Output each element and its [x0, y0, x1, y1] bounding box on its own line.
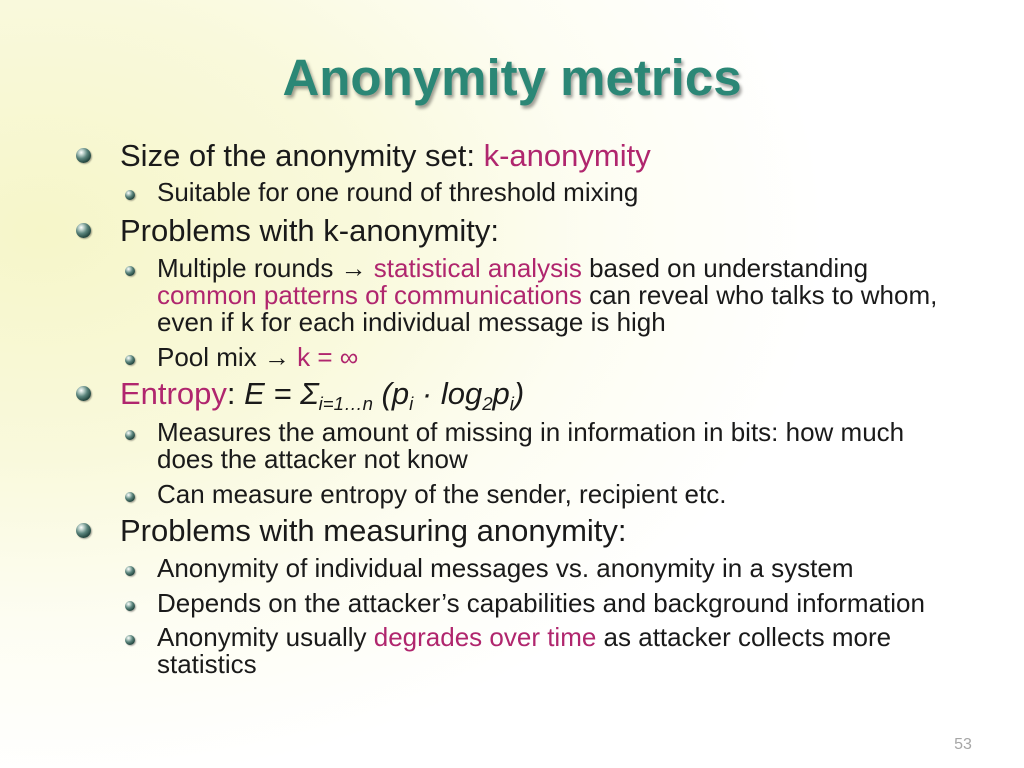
entropy-formula-part: E = Σ — [244, 376, 319, 411]
entropy-formula-part: p — [492, 376, 510, 411]
bullet-icon — [76, 523, 91, 538]
sub-bullet-text: even if k for each individual message is high — [157, 307, 666, 337]
sub-bullet-item — [157, 255, 937, 336]
sub-bullet-item — [157, 624, 891, 678]
entropy-formula-part: · log — [413, 376, 483, 411]
entropy-formula-part: (p — [372, 376, 410, 411]
entropy-formula-part: ) — [513, 376, 525, 411]
bullet-icon — [76, 223, 91, 238]
sub-bullet-item — [157, 344, 358, 371]
sub-bullet-text: does the attacker not know — [157, 444, 468, 474]
sub-bullet-icon — [125, 601, 135, 611]
bullet-text: Problems with k-anonymity: — [120, 213, 500, 248]
bullet-icon — [76, 386, 91, 401]
highlight-term: Entropy — [120, 376, 227, 411]
bullet-item-problems-k-anonymity — [120, 214, 499, 248]
bullet-item-problems-measuring — [120, 514, 627, 548]
sub-bullet-text: can reveal who talks to whom, — [581, 280, 938, 310]
highlight-term: statistical analysis — [373, 253, 582, 283]
sub-bullet-text: Anonymity of individual messages vs. anonymity in a system — [157, 553, 854, 583]
slide-title: Anonymity metrics — [282, 49, 742, 106]
sub-bullet-text: Pool mix → — [157, 342, 298, 372]
page-number: 53 — [954, 736, 972, 753]
sub-bullet-item — [157, 419, 904, 473]
sub-bullet-icon — [125, 492, 135, 502]
sub-bullet-text: Can measure entropy of the sender, recipient etc. — [157, 479, 727, 509]
bullet-item-entropy — [120, 377, 524, 415]
highlight-term: k = ∞ — [297, 342, 359, 372]
formula-subscript: i — [509, 392, 514, 414]
highlight-term: k-anonymity — [483, 138, 651, 173]
bullet-icon — [76, 148, 91, 163]
sub-bullet-icon — [125, 355, 135, 365]
sub-bullet-text: Anonymity usually — [157, 622, 374, 652]
sub-bullet-icon — [125, 430, 135, 440]
sub-bullet-text: statistics — [157, 649, 257, 679]
highlight-term: degrades over time — [373, 622, 597, 652]
sub-bullet-text: based on understanding — [581, 253, 869, 283]
sub-bullet-icon — [125, 190, 135, 200]
sub-bullet-icon — [125, 566, 135, 576]
sub-bullet-text: as attacker collects more — [596, 622, 892, 652]
sub-bullet-text: Measures the amount of missing in information in bits: how much — [157, 417, 905, 447]
formula-subscript: 2 — [482, 392, 493, 414]
sub-bullet-item — [157, 590, 925, 617]
bullet-text: Problems with measuring anonymity: — [120, 513, 627, 548]
sub-bullet-icon — [125, 635, 135, 645]
sub-bullet-text: Suitable for one round of threshold mixing — [157, 177, 639, 207]
sub-bullet-item — [157, 481, 726, 508]
sub-bullet-item — [157, 179, 638, 206]
sub-bullet-icon — [125, 266, 135, 276]
bullet-text: Size of the anonymity set: — [120, 138, 484, 173]
bullet-item-anonymity-set — [120, 139, 651, 173]
formula-subscript: i=1…n — [318, 392, 373, 414]
formula-subscript: i — [409, 392, 414, 414]
sub-bullet-text: Multiple rounds → — [157, 253, 374, 283]
sub-bullet-item — [157, 555, 854, 582]
highlight-term: common patterns of communications — [157, 280, 582, 310]
sub-bullet-text: Depends on the attacker’s capabilities and background information — [157, 588, 925, 618]
bullet-text: : — [226, 376, 245, 411]
